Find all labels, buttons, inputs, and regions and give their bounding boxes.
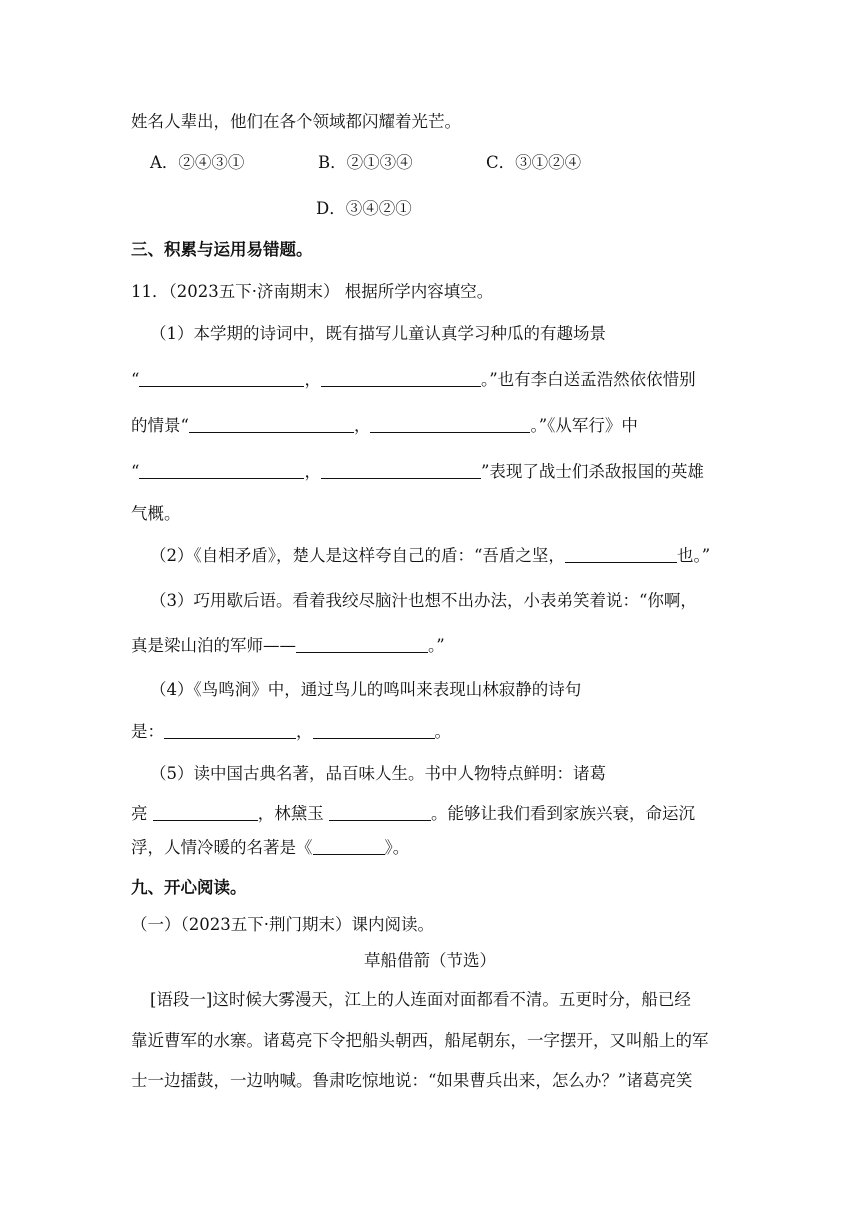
text: 真是梁山泊的军师—— — [131, 636, 296, 655]
text: 是： — [131, 722, 164, 741]
blank-10[interactable] — [313, 722, 435, 739]
text: 。能够让我们看到家族兴衰，命运沉 — [431, 804, 695, 823]
q11-part1-line2 — [131, 369, 696, 391]
q11-part1-line3 — [131, 415, 638, 437]
q11-part4-line1: （4）《鸟鸣涧》中，通过鸟儿的鸣叫来表现山林寂静的诗句 — [150, 680, 582, 699]
blank-6[interactable] — [321, 462, 481, 479]
blank-3[interactable] — [189, 416, 354, 433]
reading-paragraph-line3: 士一边擂鼓，一边呐喊。鲁肃吃惊地说：“如果曹兵出来，怎么办？”诸葛亮笑 — [131, 1071, 693, 1090]
text: 。 — [434, 722, 451, 741]
comma: ， — [304, 370, 321, 389]
q11-part1-line1: （1）本学期的诗词中，既有描写儿童认真学习种瓜的有趣场景 — [150, 324, 606, 343]
option-c: C．③①②④ — [486, 153, 582, 172]
q11-part3-line1: （3）巧用歇后语。看着我绞尽脑汁也想不出办法，小表弟笑着说：“你啊， — [150, 591, 697, 610]
text: ，林黛玉 — [257, 804, 329, 823]
blank-1[interactable] — [139, 370, 304, 387]
open-quote: “ — [131, 370, 140, 389]
previous-question-tail: 姓名人辈出，他们在各个领域都闪耀着光芒。 — [131, 112, 461, 131]
q11-part5-line3 — [131, 837, 409, 859]
open-quote: “ — [131, 462, 140, 481]
blank-7[interactable] — [565, 546, 677, 563]
q11-part5-line2 — [131, 803, 695, 825]
text: 》。 — [384, 838, 410, 857]
blank-11[interactable] — [153, 804, 258, 821]
blank-13[interactable] — [313, 838, 385, 855]
reading-title: 草船借箭（节选） — [364, 951, 496, 970]
q11-part5-line1: （5）读中国古典名著，品百味人生。书中人物特点鲜明：诸葛 — [150, 764, 606, 783]
comma: ， — [353, 416, 371, 435]
text: 的情景“ — [131, 416, 189, 435]
text: 浮，人情冷暖的名著是《 — [131, 838, 313, 857]
blank-4[interactable] — [370, 416, 530, 433]
text: 。” — [428, 636, 445, 655]
section-heading-3: 三、积累与运用易错题。 — [131, 240, 313, 259]
blank-5[interactable] — [139, 462, 304, 479]
option-a: A．②④③① — [150, 153, 245, 172]
text: 。”《从军行》中 — [530, 416, 638, 435]
comma: ， — [304, 462, 321, 481]
reading-source: （一）（2023五下·荆门期末）课内阅读。 — [131, 915, 434, 934]
text: 亮 — [131, 804, 153, 823]
option-b: B．②①③④ — [318, 153, 413, 172]
blank-8[interactable] — [296, 636, 428, 653]
q11-part1-line5: 气概。 — [131, 504, 181, 523]
reading-paragraph-line1: [语段一]这时候大雾漫天，江上的人连面对面都看不清。五更时分，船已经 — [150, 990, 691, 1009]
q11-part2 — [150, 545, 710, 567]
option-d: D．③④②① — [316, 199, 412, 218]
text: ”表现了战士们杀敌报国的英雄 — [480, 462, 704, 481]
q11-part3-line2 — [131, 635, 445, 657]
text: 。”也有李白送孟浩然依依惜别 — [480, 370, 696, 389]
text: 也。” — [676, 546, 711, 565]
text: （2）《自相矛盾》，楚人是这样夸自己的盾：“吾盾之坚， — [150, 546, 565, 565]
section-heading-9: 九、开心阅读。 — [131, 878, 247, 897]
question-11-header: 11．（2023五下·济南期末） 根据所学内容填空。 — [131, 282, 494, 301]
blank-9[interactable] — [164, 722, 296, 739]
q11-part1-line4 — [131, 461, 704, 483]
blank-2[interactable] — [321, 370, 481, 387]
q11-part4-line2 — [131, 721, 451, 743]
reading-paragraph-line2: 靠近曹军的水寨。诸葛亮下令把船头朝西，船尾朝东，一字摆开，又叫船上的军 — [131, 1031, 709, 1050]
comma: ， — [296, 722, 313, 741]
blank-12[interactable] — [329, 804, 431, 821]
